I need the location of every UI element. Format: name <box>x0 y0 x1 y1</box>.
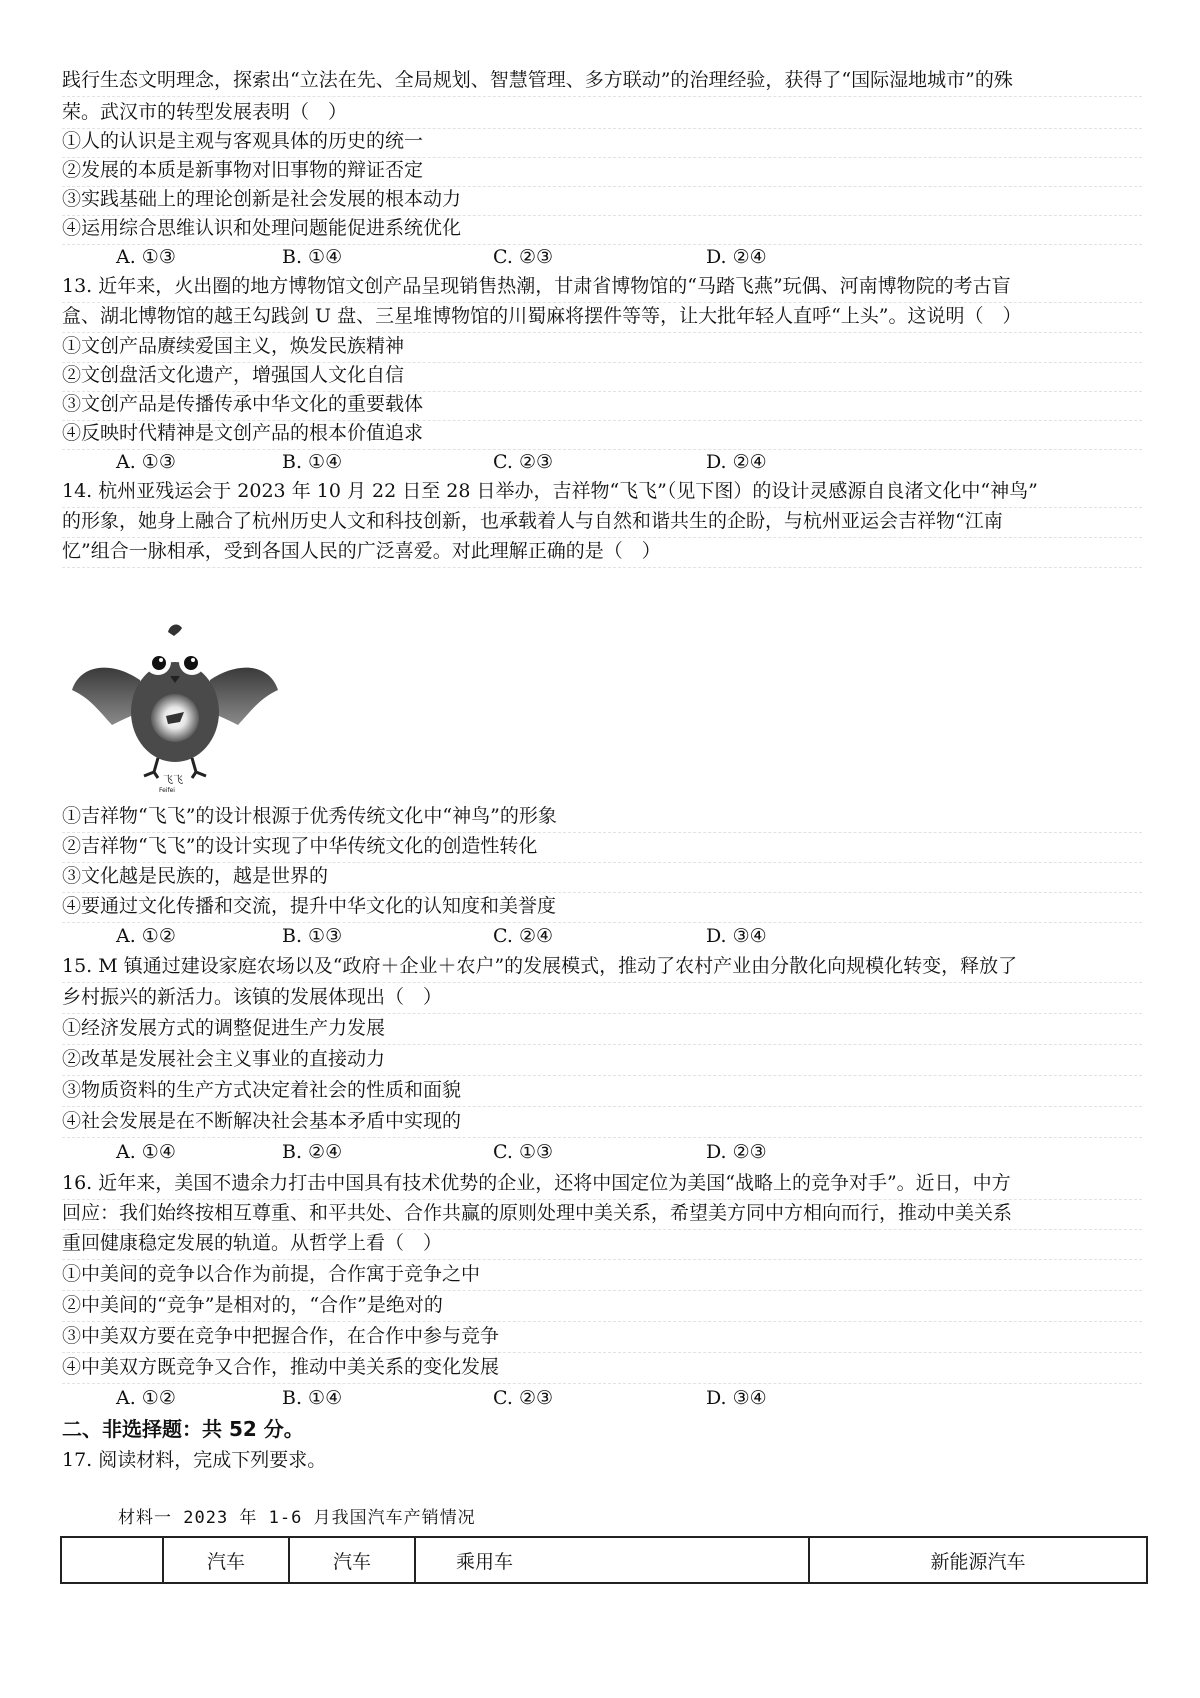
q14-stem-line-2: 的形象，她身上融合了杭州历史人文和科技创新，也承载着人与自然和谐共生的企盼，与杭州亚运会吉祥物“江南 <box>62 505 1142 538</box>
table-header-row <box>61 1537 1147 1583</box>
q16-option-d[interactable]: D. ③④ <box>706 1387 767 1409</box>
q13-option-d[interactable]: D. ②④ <box>706 451 767 473</box>
q13-option-c[interactable]: C. ②③ <box>493 451 554 473</box>
q16-stem-line-3: 重回健康稳定发展的轨道。从哲学上看（ ） <box>62 1227 1142 1260</box>
q13-stem-line-1: 13. 近年来，火出圈的地方博物馆文创产品呈现销售热潮，甘肃省博物馆的“马踏飞燕”玩偶、河南博物院的考古盲 <box>62 270 1142 303</box>
q12-line-2: 荣。武汉市的转型发展表明（ ） <box>62 96 1142 129</box>
q12-option-b[interactable]: B. ①④ <box>282 246 343 268</box>
q16-item-4: ④中美双方既竞争又合作，推动中美关系的变化发展 <box>62 1351 1142 1384</box>
material-1-caption: 材料一 2023 年 1-6 月我国汽车产销情况 <box>118 1508 476 1528</box>
q15-item-1: ①经济发展方式的调整促进生产力发展 <box>62 1012 1142 1045</box>
q15-option-b[interactable]: B. ②④ <box>282 1141 343 1163</box>
table-header-cell-new-energy-car: 新能源汽车 <box>809 1537 1147 1583</box>
q13-item-3: ③文创产品是传播传承中华文化的重要载体 <box>62 388 1142 421</box>
q15-stem-line-2: 乡村振兴的新活力。该镇的发展体现出（ ） <box>62 981 1142 1014</box>
q16-option-c[interactable]: C. ②③ <box>493 1387 554 1409</box>
q16-item-2: ②中美间的“竞争”是相对的，“合作”是绝对的 <box>62 1289 1142 1322</box>
table-header-cell-passenger-car: 乘用车 <box>415 1537 809 1583</box>
q14-item-4: ④要通过文化传播和交流，提升中华文化的认知度和美誉度 <box>62 890 1142 923</box>
q14-stem-line-1: 14. 杭州亚残运会于 2023 年 10 月 22 日至 28 日举办，吉祥物“飞飞”（见下图）的设计灵感源自良渚文化中“神鸟” <box>62 475 1142 508</box>
q14-stem-line-3: 忆”组合一脉相承，受到各国人民的广泛喜爱。对此理解正确的是（ ） <box>62 535 1142 568</box>
q15-option-c[interactable]: C. ①③ <box>493 1141 554 1163</box>
q16-option-b[interactable]: B. ①④ <box>282 1387 343 1409</box>
q15-options <box>116 1136 1136 1168</box>
q16-option-a[interactable]: A. ①② <box>116 1387 176 1409</box>
q12-item-2: ②发展的本质是新事物对旧事物的辩证否定 <box>62 154 1142 187</box>
q12-options <box>116 241 1136 273</box>
q14-item-1: ①吉祥物“飞飞”的设计根源于优秀传统文化中“神鸟”的形象 <box>62 800 1142 833</box>
q15-option-d[interactable]: D. ②③ <box>706 1141 767 1163</box>
q15-item-3: ③物质资料的生产方式决定着社会的性质和面貌 <box>62 1074 1142 1107</box>
q14-options <box>116 920 1136 952</box>
q12-item-4: ④运用综合思维认识和处理问题能促进系统优化 <box>62 212 1142 245</box>
q15-item-2: ②改革是发展社会主义事业的直接动力 <box>62 1043 1142 1076</box>
table-header-cell-car-2: 汽车 <box>289 1537 415 1583</box>
q12-item-3: ③实践基础上的理论创新是社会发展的根本动力 <box>62 183 1142 216</box>
q14-item-2: ②吉祥物“飞飞”的设计实现了中华传统文化的创造性转化 <box>62 830 1142 863</box>
q13-stem-line-2: 盒、湖北博物馆的越王勾践剑 U 盘、三星堆博物馆的川蜀麻将摆件等等，让大批年轻人直呼“上头”。这说明（ ） <box>62 300 1142 333</box>
q16-stem-line-2: 回应：我们始终按相互尊重、和平共处、合作共赢的原则处理中美关系，希望美方同中方相向而行，推动中美关系 <box>62 1197 1142 1230</box>
car-sales-table <box>60 1536 1148 1584</box>
q14-option-c[interactable]: C. ②④ <box>493 925 554 947</box>
table-header-cell-blank <box>61 1537 163 1583</box>
q14-option-b[interactable]: B. ①③ <box>282 925 343 947</box>
q14-option-d[interactable]: D. ③④ <box>706 925 767 947</box>
mascot-caption-en: Feifei <box>159 787 175 794</box>
q12-option-a[interactable]: A. ①③ <box>116 246 176 268</box>
q12-option-d[interactable]: D. ②④ <box>706 246 767 268</box>
q14-option-a[interactable]: A. ①② <box>116 925 176 947</box>
q15-option-a[interactable]: A. ①④ <box>116 1141 176 1163</box>
q13-item-2: ②文创盘活文化遗产，增强国人文化自信 <box>62 359 1142 392</box>
mascot-feifei-image <box>70 620 280 795</box>
section-2-heading: 二、非选择题：共 52 分。 <box>62 1417 304 1441</box>
q16-item-3: ③中美双方要在竞争中把握合作，在合作中参与竞争 <box>62 1320 1142 1353</box>
q15-item-4: ④社会发展是在不断解决社会基本矛盾中实现的 <box>62 1105 1142 1138</box>
mascot-caption-cn: 飞飞 <box>163 775 183 786</box>
q13-option-a[interactable]: A. ①③ <box>116 451 176 473</box>
q16-stem-line-1: 16. 近年来，美国不遗余力打击中国具有技术优势的企业，还将中国定位为美国“战略上的竞争对手”。近日，中方 <box>62 1167 1142 1200</box>
q12-option-c[interactable]: C. ②③ <box>493 246 554 268</box>
q15-stem-line-1: 15. M 镇通过建设家庭农场以及“政府＋企业＋农户”的发展模式，推动了农村产业由分散化向规模化转变，释放了 <box>62 950 1142 983</box>
q13-item-1: ①文创产品赓续爱国主义，焕发民族精神 <box>62 330 1142 363</box>
q13-options <box>116 446 1136 478</box>
q17-stem: 17. 阅读材料，完成下列要求。 <box>62 1449 327 1471</box>
q14-item-3: ③文化越是民族的，越是世界的 <box>62 860 1142 893</box>
q13-option-b[interactable]: B. ①④ <box>282 451 343 473</box>
q12-item-1: ①人的认识是主观与客观具体的历史的统一 <box>62 125 1142 158</box>
q16-options <box>116 1382 1136 1414</box>
q13-item-4: ④反映时代精神是文创产品的根本价值追求 <box>62 417 1142 450</box>
q12-line-1: 践行生态文明理念，探索出“立法在先、全局规划、智慧管理、多方联动”的治理经验，获得了“国际湿地城市”的殊 <box>62 64 1142 97</box>
q16-item-1: ①中美间的竞争以合作为前提，合作寓于竞争之中 <box>62 1258 1142 1291</box>
table-header-cell-car-1: 汽车 <box>163 1537 289 1583</box>
